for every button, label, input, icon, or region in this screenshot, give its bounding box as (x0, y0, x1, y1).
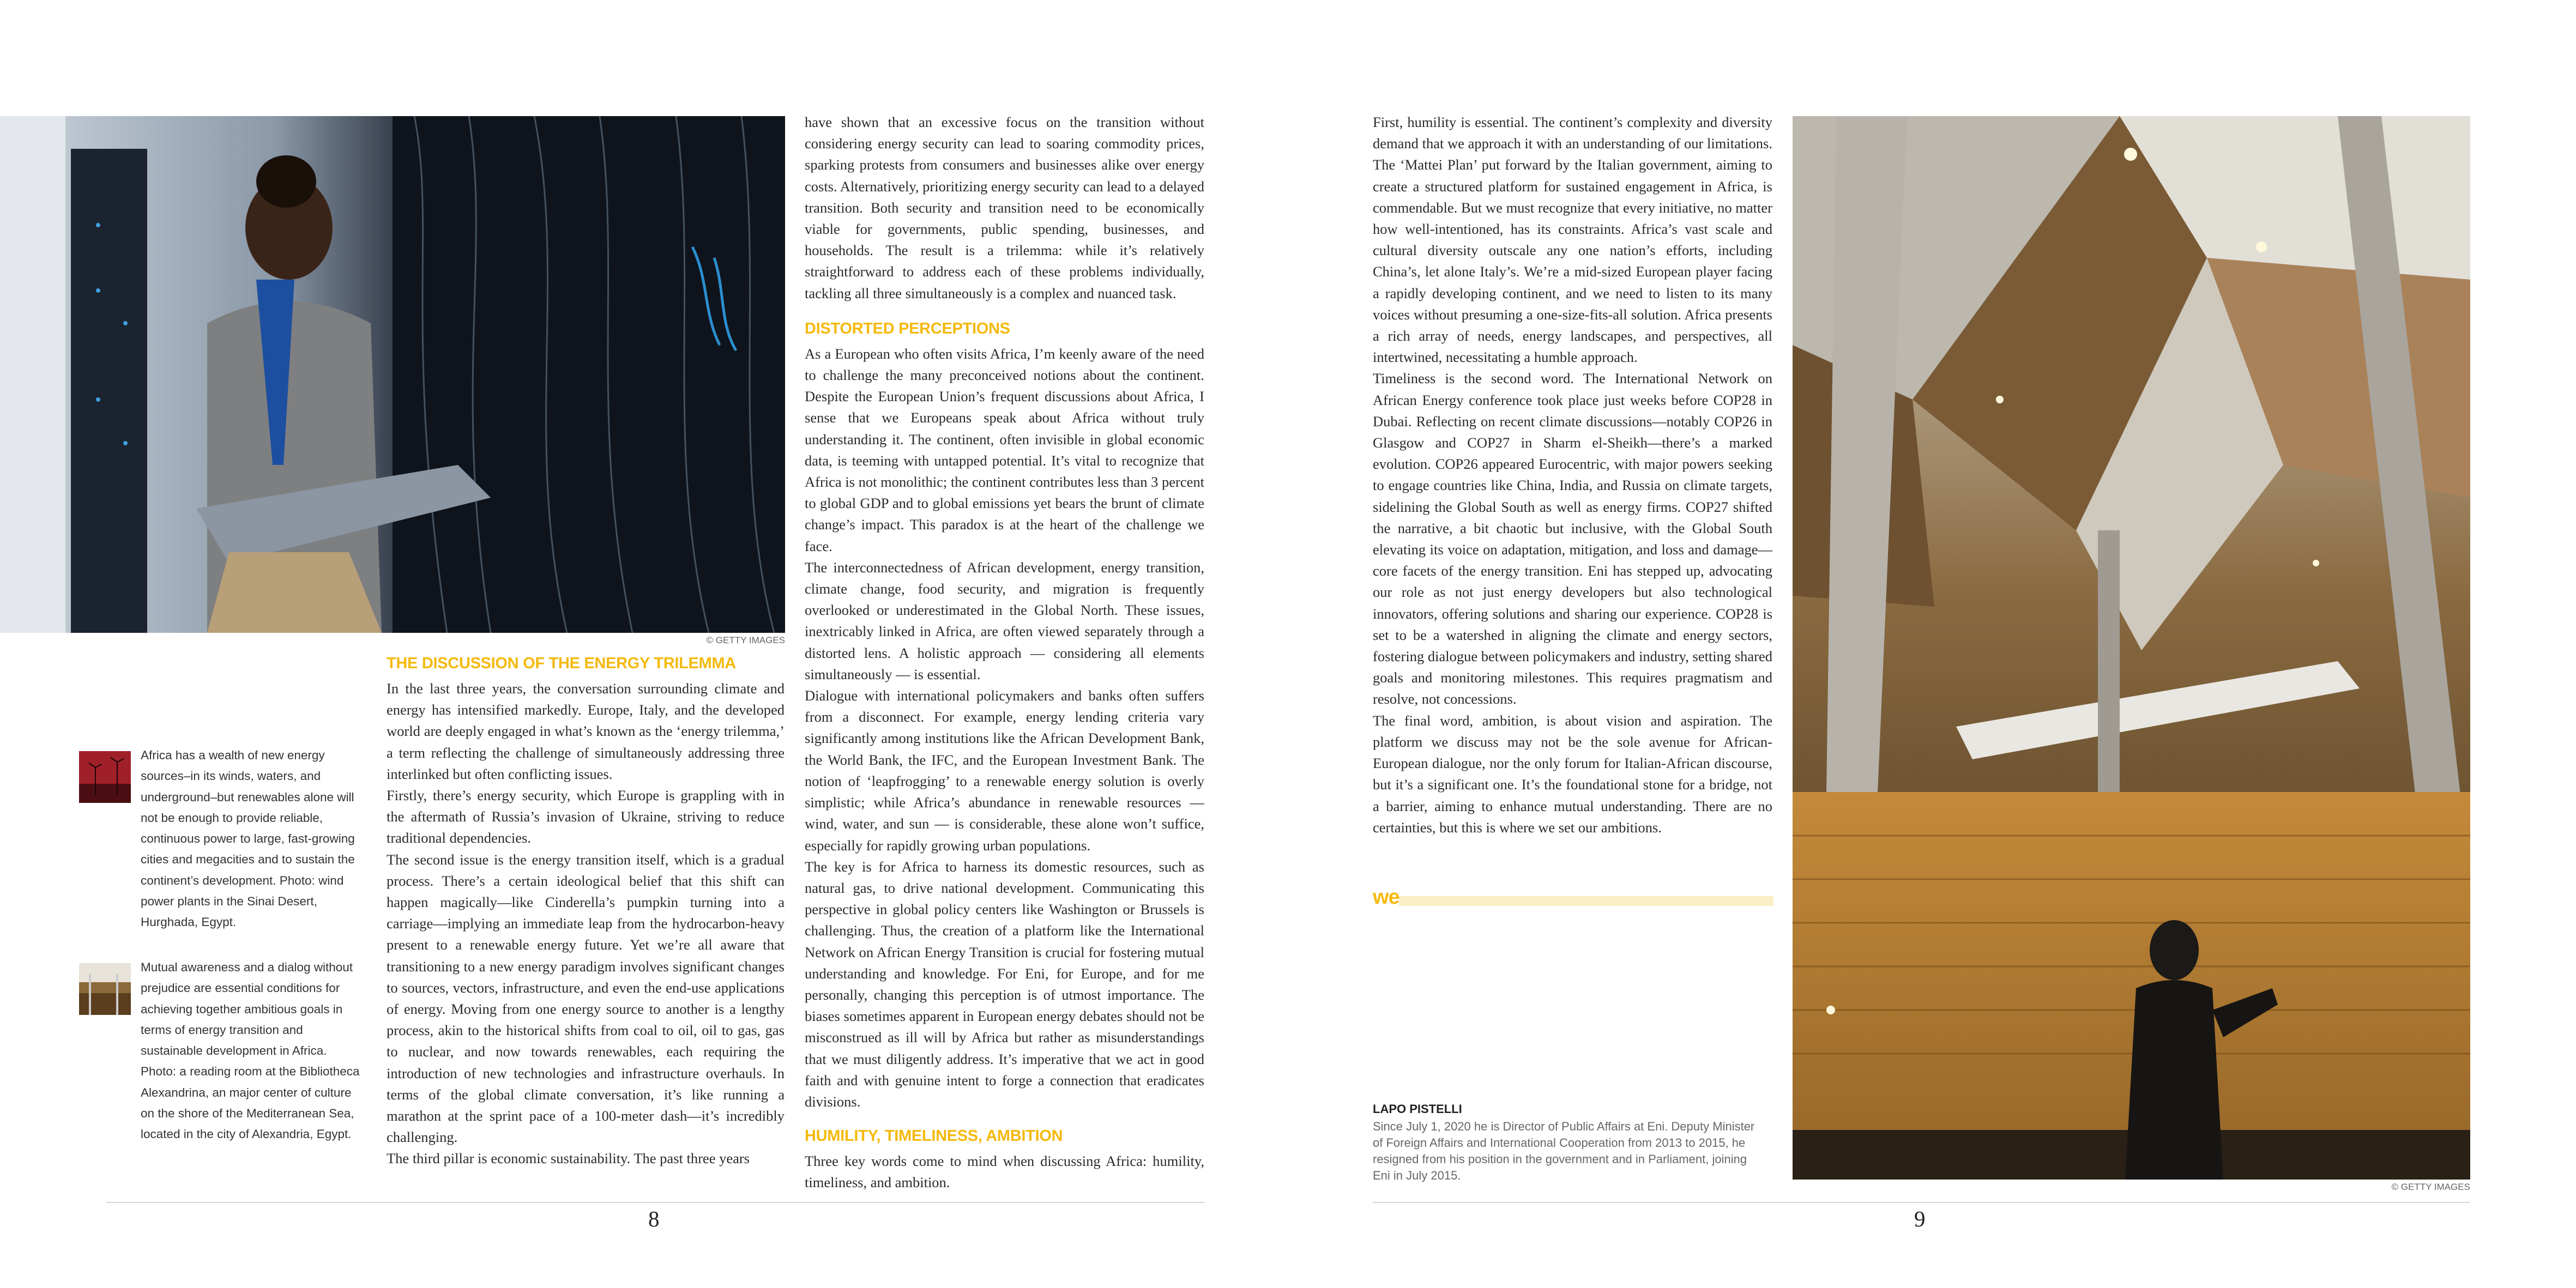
article-column-1 (387, 654, 785, 1170)
sidebar-caption-1: Africa has a wealth of new energy sources–in its winds, waters, and underground–but renewables alone will not be enough to provide reliable, continuous power to large, fast-growing cities and megacities and to sustain the continent’s development. Photo: wind power plants in the Sinai Desert, Hurghada, Egypt. (141, 748, 355, 929)
paragraph: The key is for Africa to harness its domestic resources, such as natural gas, to drive national development. Communicating this perspective in global policy centers like Washington or Brussels is challenging. Thus, the creation of a platform like the International Network on African Energy Transition is crucial for fostering mutual understanding and knowledge. For Eni, for Europe, and for me personally, changing this perception is of utmost importance. The biases sometimes apparent in European energy debates should not be misconstrued as ill will by Africa but rather as misunderstandings that we must diligently address. It’s imperative that we act in good faith and with genuine intent to forge a connection that eradicates divisions. (805, 858, 1204, 1110)
paragraph: First, humility is essential. The continent’s complexity and diversity demand that we approach it with an understanding of our limitations. The ‘Mattei Plan’ put forward by the Italian government, aiming to create a structured platform for sustained engagement in Africa, is commendable. But we must recognize that every initiative, no matter how well-intentioned, has its constraints. Africa’s vast scale and cultural diversity outscale any one nation’s efforts, including China’s, let alone Italy’s. We’re a mid-sized European player facing a rapidly developing continent, and we need to listen to its many voices without presuming a one-size-fits-all solution. Africa presents a rich array of needs, energy landscapes, and perspectives, all intertwined, necessitating a humble approach. (1373, 114, 1772, 366)
section-heading-distorted-perceptions: DISTORTED PERCEPTIONS (805, 319, 1010, 337)
paragraph: The interconnectedness of African development, energy transition, climate change, food security, and migration is frequently overlooked or underestimated in the Global North. These issues, inextricably linked in Africa, are often viewed separately through a distorted lens. A holistic approach — considering all elements simultaneously — is essential. (805, 559, 1204, 682)
wind-turbine-thumbnail (79, 751, 131, 803)
author-box (1373, 1102, 1765, 1184)
paragraph: have shown that an excessive focus on the transition without considering energy security can lead to soaring commodity prices, sparking protests from consumers and businesses alike over energy costs. Alternatively, prioritizing energy security can lead to a delayed transition. Both security and transition need to be economically viable for governments, public spending, businesses, and households. The result is a trilemma: while it’s relatively straightforward to address each of these problems individually, tackling all three simultaneously is a complex and nuanced task. (805, 114, 1204, 301)
photo-credit: © GETTY IMAGES (706, 635, 785, 645)
section-heading-humility: HUMILITY, TIMELINESS, AMBITION (805, 1127, 1063, 1145)
sidebar-caption-2: Mutual awareness and a dialog without prejudice are essential conditions for achieving together ambitious goals in terms of energy transition and sustainable development in Africa. Photo: a reading room at the Bibliotheca Alexandrina, an major center of culture on the shore of the Mediterranean Sea, located in the city of Alexandria, Egypt. (141, 960, 360, 1141)
author-name: LAPO PISTELLI (1373, 1102, 1462, 1116)
paragraph: Three key words come to mind when discussing Africa: humility, timeliness, and ambition. (805, 1153, 1204, 1191)
paragraph: Firstly, there’s energy security, which Europe is grappling with in the aftermath of Russia’s invasion of Ukraine, striving to reduce traditional dependencies. (387, 787, 785, 846)
footer-rule-left (106, 1202, 1205, 1203)
paragraph: Dialogue with international policymakers and banks often suffers from a disconnect. For example, energy lending criteria vary significantly among institutions like the African Development Bank, the World Bank, the IFC, and the European Investment Bank. The notion of ‘leapfrogging’ to a renewable energy solution is overly simplistic; while Africa’s abundance in renewable resources — wind, water, and sun — is considerable, these alone won’t suffice, especially for rapidly growing urban populations. (805, 687, 1204, 854)
paragraph: As a European who often visits Africa, I’m keenly aware of the need to challenge the many preconceived notions about the continent. Despite the European Union’s frequent discussions about Africa, I sense that we Europeans speak about Africa without truly understanding it. The continent, often invisible in global economic data, is teeming with untapped potential. It’s vital to recognize that Africa is not monolithic; the continent contributes less than 3 percent to global GDP and to global emissions yet bears the brunt of climate change’s impact. This paradox is at the heart of the challenge we face. (805, 345, 1204, 554)
paragraph: Timeliness is the second word. The International Network on African Energy conference took place just weeks before COP28 in Dubai. Reflecting on recent climate discussions—notably COP26 in Glasgow and COP27 in Sharm el-Sheikh—there’s a marked evolution. COP26 appeared Eurocentric, with major powers seeking to engage countries like China, India, and Russia on climate targets, sidelining the Global South as well as energy firms. COP27 shifted the narrative, a bit chaotic but inclusive, with the Global South elevating its voice on adaptation, mitigation, and loss and damage—core facets of the energy transition. Eni has stepped up, advocating our role as not just energy developers but also technological innovators, offering solutions and sharing our experience. COP28 is set to be a watershed in aligning the climate and energy sectors, fostering dialogue between policymakers and industry, setting shared goals and monitoring milestones. This requires pragmatism and resolve, not concessions. (1373, 370, 1772, 708)
footer-rule-right (1373, 1202, 2470, 1203)
reading-room-thumbnail (79, 963, 131, 1015)
paragraph: In the last three years, the conversation surrounding climate and energy has intensified markedly. Europe, Italy, and the developed world are deeply engaged in what’s known as the ‘energy trilemma,’ a term reflecting the challenge of simultaneously addressing three interlinked but often conflicting issues. (387, 680, 785, 782)
we-logo: we (1373, 886, 1399, 909)
paragraph: The second issue is the energy transition itself, which is a gradual process. There’s a certain ideological belief that this shift can happen magically—like Cinderella’s pumpkin turning into a carriage—implying an immediate leap from the hydrocarbon-heavy present to a renewable energy future. Yet we’re all aware that transitioning to a new energy paradigm involves significant changes to sources, vectors, infrastructure, and even the end-use applications of energy. Moving from one energy source to another is a lengthy process, akin to the historical shifts from coal to oil, oil to gas, gas to nuclear, and now towards renewables, each requiring the introduction of new technologies and infrastructure overhauls. In terms of the global climate conversation, it’s like running a marathon at the sprint pace of a 100-meter dash—it’s incredibly challenging. (387, 851, 785, 1146)
article-column-3 (1373, 112, 1772, 838)
server-room-photo (0, 116, 785, 633)
article-column-2 (805, 112, 1204, 1194)
section-heading-trilemma: THE DISCUSSION OF THE ENERGY TRILEMMA (387, 655, 736, 672)
paragraph: The third pillar is economic sustainability. The past three years (387, 1150, 750, 1167)
we-end-mark (1373, 886, 1773, 909)
page-number-right: 9 (1914, 1206, 1926, 1231)
library-atrium-photo (1793, 116, 2470, 1180)
paragraph: The final word, ambition, is about vision and aspiration. The platform we discuss may not be the sole avenue for African-European dialogue, nor the only forum for Italian-African discourse, but it’s a significant one. It’s the foundational stone for a bridge, not a barrier, aiming to enhance mutual understanding. There are no certainties, but this is where we set our ambitions. (1373, 712, 1772, 836)
author-bio: Since July 1, 2020 he is Director of Public Affairs at Eni. Deputy Minister of Foreign Affairs and International Cooperation from 2013 to 2015, he resigned from his position in the government and in Parliament, joining Eni in July 2015. (1373, 1120, 1755, 1182)
photo-credit-right: © GETTY IMAGES (2391, 1182, 2470, 1192)
page-number-left: 8 (648, 1206, 660, 1231)
